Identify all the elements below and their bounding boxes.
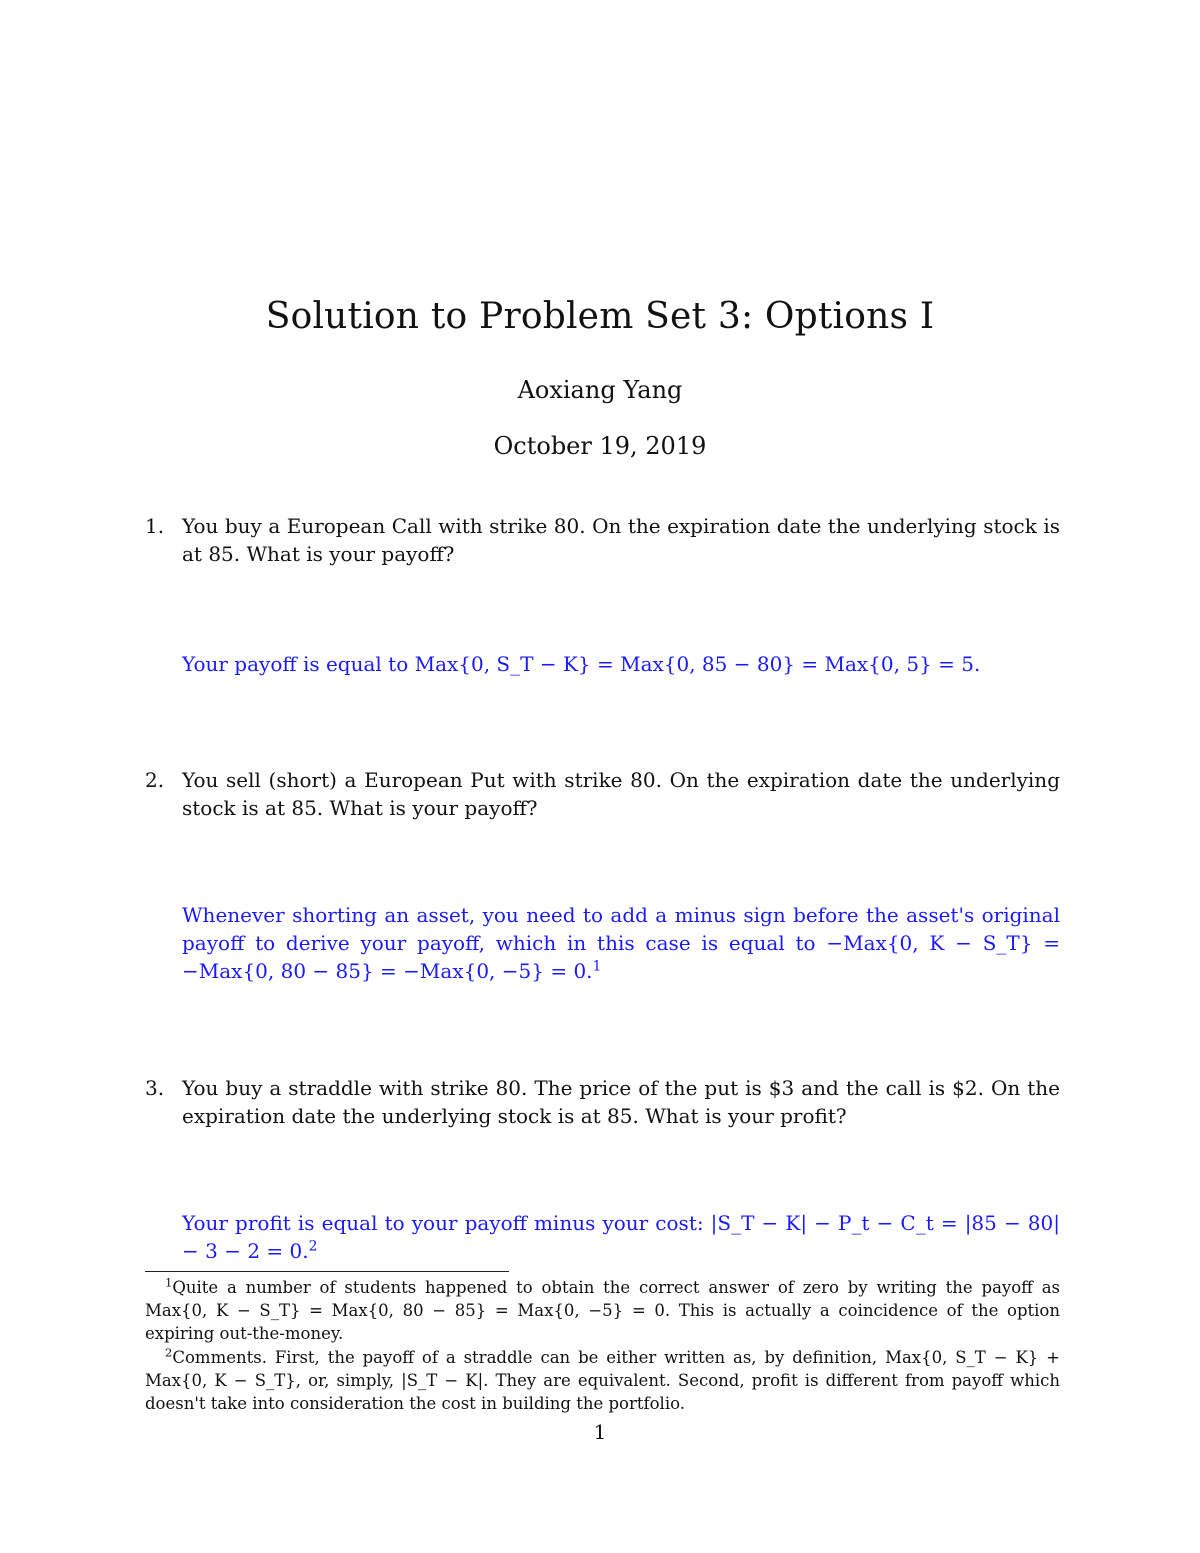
answer-text: Your profit is equal to your payoff minus your cost: |S_T − K| − P_t − C_t = |85 − 80| − 3 − 2 = 0.	[182, 1211, 1060, 1263]
answer-3	[182, 1209, 1060, 1265]
question-text: You sell (short) a European Put with strike 80. On the expiration date the underlying stock is at 85. What is your payoff?	[182, 768, 1060, 820]
document-title: Solution to Problem Set 3: Options I	[265, 296, 935, 337]
footnote-mark: 2	[308, 1238, 318, 1255]
answer-text: Whenever shorting an asset, you need to add a minus sign before the asset's original payoff to derive your payoff, which in this case is equal to −Max{0, K − S_T} = −Max{0, 80 − 85} = −Max{0, −5} = 0.	[182, 903, 1060, 983]
question-number: 2.	[145, 768, 165, 792]
answer-1: Your payoff is equal to Max{0, S_T − K} = Max{0, 85 − 80} = Max{0, 5} = 5.	[182, 652, 981, 676]
footnote-divider	[145, 1271, 509, 1272]
author-name: Aoxiang Yang	[517, 376, 683, 404]
question-text: You buy a European Call with strike 80. On the expiration date the underlying stock is at 85. What is your payoff?	[182, 514, 1060, 566]
footnote-mark: 1	[592, 958, 602, 975]
question-text: You buy a straddle with strike 80. The price of the put is $3 and the call is $2. On the expiration date the underlying stock is at 85. What is your profit?	[182, 1076, 1060, 1128]
question-number: 1.	[145, 514, 165, 538]
footnote-mark: 1	[165, 1275, 173, 1290]
footnote-mark: 2	[165, 1345, 173, 1360]
footnote-text: Comments. First, the payoff of a straddle can be either written as, by definition, Max{0, S_T − K} + Max{0, K − S_T}, or, simply, |S_T − K|. They are equivalent. Second, profit is different from payoff which doesn't take into consideration the cost in building the portfolio.	[145, 1348, 1060, 1413]
footnote-2	[145, 1346, 1060, 1415]
footnote-1	[145, 1276, 1060, 1345]
page-number: 1	[593, 1420, 607, 1444]
document-date: October 19, 2019	[493, 432, 707, 460]
question-number: 3.	[145, 1076, 165, 1100]
answer-2	[182, 901, 1060, 985]
footnote-text: Quite a number of students happened to obtain the correct answer of zero by writing the payoff as Max{0, K − S_T} = Max{0, 80 − 85} = Max{0, −5} = 0. This is actually a coincidence of the option expiring out-the-money.	[145, 1278, 1060, 1343]
